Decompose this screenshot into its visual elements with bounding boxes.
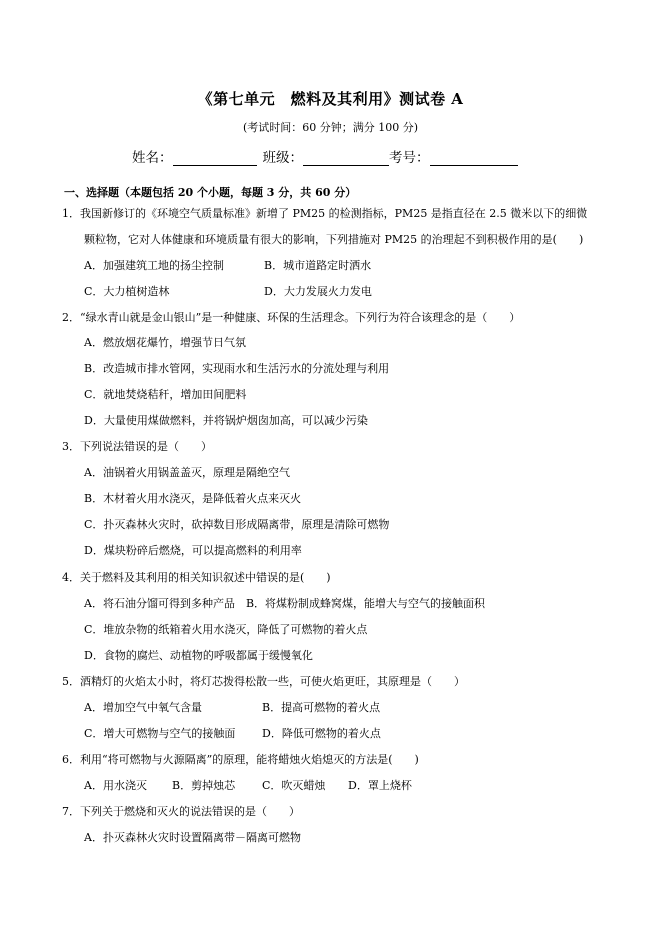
number-label: 考号： xyxy=(389,150,430,166)
question-5-line1: 5．酒精灯的火焰太小时，将灯芯拨得松散一些，可使火焰更旺，其原理是（ ） xyxy=(62,675,465,688)
q6-option-c: C．吹灭蜡烛 xyxy=(262,779,326,792)
q6-option-a: A．用水浇灭 xyxy=(84,779,147,792)
q2-option-a: A．燃放烟花爆竹，增强节日气氛 xyxy=(84,336,246,349)
exam-subtitle: (考试时间：60 分钟；满分 100 分) xyxy=(242,121,419,134)
q4-option-c: C．堆放杂物的纸箱着火用水浇灭，降低了可燃物的着火点 xyxy=(84,623,368,636)
q1-option-c: C．大力植树造林 xyxy=(84,285,170,298)
q5-option-a: A．增加空气中氧气含量 xyxy=(84,701,202,714)
number-blank[interactable] xyxy=(430,151,518,166)
q7-option-a: A．扑灭森林火灾时设置隔离带－隔离可燃物 xyxy=(84,831,301,844)
question-1-line1: 1．我国新修订的《环境空气质量标准》新增了 PM25 的检测指标，PM25 是指直径在 2.5 微米以下的细微 xyxy=(62,207,588,220)
q3-option-b: B．木材着火用水浇灭，是降低着火点来灭火 xyxy=(84,492,302,505)
q6-option-b: B．剪掉烛芯 xyxy=(172,779,236,792)
class-label: 班级： xyxy=(262,150,303,166)
q2-option-d: D．大量使用煤做燃料，并将锅炉烟囱加高，可以减少污染 xyxy=(84,414,368,427)
question-7-line1: 7．下列关于燃烧和灭火的说法错误的是（ ） xyxy=(62,805,300,818)
q5-option-d: D．降低可燃物的着火点 xyxy=(262,727,381,740)
q3-option-d: D．煤块粉碎后燃烧，可以提高燃料的利用率 xyxy=(84,544,302,557)
q5-option-c: C．增大可燃物与空气的接触面 xyxy=(84,727,236,740)
class-blank[interactable] xyxy=(303,151,389,166)
q4-option-d: D．食物的腐烂、动植物的呼吸都属于缓慢氧化 xyxy=(84,649,313,662)
question-3-line1: 3．下列说法错误的是（ ） xyxy=(62,440,212,453)
q5-option-b: B．提高可燃物的着火点 xyxy=(262,701,381,714)
q1-option-a: A．加强建筑工地的扬尘控制 xyxy=(84,259,224,272)
question-2-line1: 2．“绿水青山就是金山银山”是一种健康、环保的生活理念。下列行为符合该理念的是（ ） xyxy=(62,311,521,324)
q6-option-d: D．罩上烧杯 xyxy=(348,779,412,792)
q2-option-b: B．改造城市排水管网，实现雨水和生活污水的分流处理与利用 xyxy=(84,362,390,375)
question-1-line2: 颗粒物，它对人体健康和环境质量有很大的影响，下列措施对 PM25 的治理起不到积极作用的是( ) xyxy=(84,233,584,246)
student-info-row xyxy=(132,146,518,166)
q3-option-a: A．油锅着火用锅盖盖灭，原理是隔绝空气 xyxy=(84,466,290,479)
q1-option-d: D．大力发展火力发电 xyxy=(264,285,372,298)
exam-title: 《第七单元 燃料及其利用》测试卷 A xyxy=(197,90,464,108)
question-6-line1: 6．利用“将可燃物与火源隔离”的原理，能将蜡烛火焰熄灭的方法是( ) xyxy=(62,753,419,766)
name-blank[interactable] xyxy=(173,151,257,166)
question-4-line1: 4．关于燃料及其利用的相关知识叙述中错误的是( ) xyxy=(62,571,331,584)
q3-option-c: C．扑灭森林火灾时，砍掉数目形成隔离带，原理是清除可燃物 xyxy=(84,518,390,531)
q1-option-b: B．城市道路定时洒水 xyxy=(264,259,372,272)
name-label: 姓名： xyxy=(132,150,173,166)
q4-option-a-b: A．将石油分馏可得到多种产品 B．将煤粉制成蜂窝煤，能增大与空气的接触面积 xyxy=(84,597,486,610)
section-heading: 一、选择题（本题包括 20 个小题，每题 3 分，共 60 分） xyxy=(64,186,357,199)
q2-option-c: C．就地焚烧秸秆，增加田间肥料 xyxy=(84,388,247,401)
